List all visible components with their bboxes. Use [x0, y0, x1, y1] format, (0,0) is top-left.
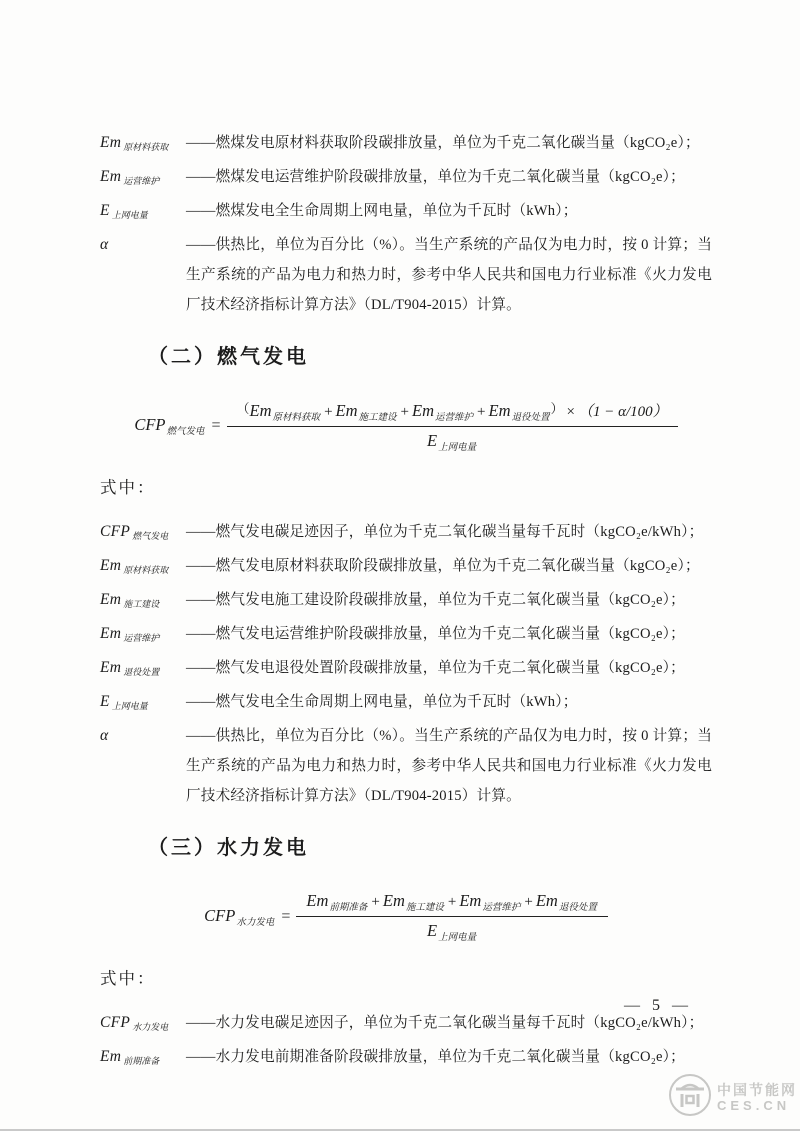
ces-logo-icon — [667, 1072, 713, 1123]
symbol-subscript: 运营维护 — [123, 633, 160, 643]
definition-symbol — [100, 619, 186, 650]
formula-intro-hydro: 式中： — [100, 969, 156, 988]
symbol-subscript: 运营维护 — [482, 903, 521, 913]
definition-text: ——燃煤发电全生命周期上网电量，单位为千瓦时（kWh）； — [186, 203, 578, 219]
definition-symbol — [100, 196, 186, 227]
symbol-main: CFP — [100, 523, 131, 540]
symbol-main: E — [427, 921, 438, 940]
fraction-denominator — [427, 427, 477, 451]
page-number-value: 5 — [652, 997, 660, 1014]
symbol-main: Em — [335, 400, 358, 420]
fraction-denominator — [427, 917, 477, 941]
symbol-main: CFP — [204, 906, 236, 925]
symbol-main: α — [100, 727, 109, 744]
symbol-subscript: 水力发电 — [236, 918, 275, 928]
definition-symbol — [100, 585, 186, 616]
watermark-site-name: 中国节能网 — [717, 1081, 797, 1098]
symbol-subscript: 原材料获取 — [272, 412, 321, 423]
definition-text: ——燃气发电碳足迹因子，单位为千克二氧化碳当量每千瓦时（kgCO₂e/kWh）； — [186, 524, 704, 540]
definition-row — [100, 585, 712, 616]
plus-sign: + — [447, 894, 457, 910]
symbol-subscript: 原材料获取 — [123, 565, 169, 575]
definition-row — [100, 653, 712, 684]
times-sign: × — [566, 403, 575, 420]
fraction-numerator — [227, 400, 678, 427]
definition-text: ——供热比，单位为百分比（%）。当生产系统的产品仅为电力时，按 0 计算；当生产系统的产品为电力和热力时，参考中华人民共和国电力行业标准《火力发电厂技术经济指标计算方法》（DL/T904-2015）计算。 — [186, 728, 712, 804]
definition-text: ——燃煤发电运营维护阶段碳排放量，单位为千克二氧化碳当量（kgCO₂e）； — [186, 169, 685, 185]
symbol-subscript: 上网电量 — [111, 210, 148, 220]
open-paren: （ — [236, 400, 250, 416]
definition-text: ——供热比，单位为百分比（%）。当生产系统的产品仅为电力时，按 0 计算；当生产系统的产品为电力和热力时，参考中华人民共和国电力行业标准《火力发电厂技术经济指标计算方法》（DL/T904-2015）计算。 — [186, 237, 712, 313]
watermark — [667, 1072, 797, 1123]
definition-row — [100, 128, 712, 159]
definition-text: ——燃气发电退役处置阶段碳排放量，单位为千克二氧化碳当量（kgCO₂e）； — [186, 660, 685, 676]
fraction — [296, 891, 607, 941]
formula-lhs — [204, 906, 290, 926]
definition-text: ——燃气发电运营维护阶段碳排放量，单位为千克二氧化碳当量（kgCO₂e）； — [186, 626, 685, 642]
definition-symbol — [100, 687, 186, 718]
symbol-subscript: 水力发电 — [132, 1022, 169, 1032]
symbol-main: E — [100, 202, 110, 219]
definition-symbol — [100, 517, 186, 548]
section-heading-hydro: （三）水力发电 — [148, 837, 309, 859]
symbol-main: Em — [100, 168, 122, 185]
symbol-main: E — [427, 430, 438, 450]
fraction — [227, 400, 678, 451]
definition-row — [100, 721, 712, 811]
definition-row — [100, 619, 712, 650]
symbol-main: Em — [100, 557, 122, 574]
definition-row — [100, 551, 712, 582]
coal-definition-list — [100, 128, 712, 320]
definition-text: ——燃气发电全生命周期上网电量，单位为千瓦时（kWh）； — [186, 694, 578, 710]
symbol-main: Em — [100, 659, 122, 676]
definition-row — [100, 196, 712, 227]
formula-lhs — [134, 415, 220, 435]
plus-sign: + — [324, 403, 333, 420]
close-paren: ） — [550, 400, 564, 416]
symbol-subscript: 前期准备 — [123, 1056, 160, 1066]
symbol-subscript: 上网电量 — [111, 701, 148, 711]
equals-sign: = — [281, 908, 291, 925]
symbol-subscript: 施工建设 — [358, 412, 397, 423]
plus-sign: + — [371, 894, 380, 910]
symbol-main: Em — [459, 891, 482, 910]
symbol-subscript: 运营维护 — [123, 176, 160, 186]
symbol-main: α — [100, 236, 109, 253]
definition-symbol — [100, 162, 186, 193]
symbol-main: Em — [382, 891, 405, 910]
symbol-main: E — [100, 693, 110, 710]
symbol-subscript: 燃气发电 — [166, 427, 205, 437]
watermark-site-url: CES.CN — [717, 1097, 791, 1113]
definition-symbol — [100, 653, 186, 684]
plus-sign: + — [524, 894, 533, 910]
definition-symbol — [100, 1042, 186, 1073]
symbol-subscript: 退役处置 — [511, 412, 550, 423]
page-number-dash: — — [624, 997, 640, 1014]
symbol-main: Em — [488, 400, 511, 420]
definition-symbol — [100, 721, 186, 752]
symbol-subscript: 施工建设 — [123, 599, 160, 609]
symbol-main: Em — [100, 1048, 122, 1065]
definition-row — [100, 687, 712, 718]
page-number — [612, 997, 700, 1015]
definition-text: ——燃气发电施工建设阶段碳排放量，单位为千克二氧化碳当量（kgCO₂e）； — [186, 592, 685, 608]
definition-symbol — [100, 128, 186, 159]
symbol-main: Em — [100, 625, 122, 642]
symbol-main: Em — [100, 134, 122, 151]
symbol-main: Em — [306, 891, 329, 910]
page-content — [100, 128, 712, 1076]
equals-sign: = — [211, 417, 221, 434]
definition-text: ——水力发电碳足迹因子，单位为千克二氧化碳当量每千瓦时（kgCO₂e/kWh）； — [186, 1015, 704, 1031]
hydro-definition-list — [100, 1008, 712, 1073]
definition-text: ——燃气发电原材料获取阶段碳排放量，单位为千克二氧化碳当量（kgCO₂e）； — [186, 558, 700, 574]
symbol-subscript: 上网电量 — [438, 442, 477, 453]
symbol-subscript: 退役处置 — [558, 903, 597, 913]
symbol-subscript: 运营维护 — [435, 412, 474, 423]
formula-factor: （1 − α/100） — [578, 403, 668, 420]
page-number-dash: — — [672, 997, 688, 1014]
symbol-subscript: 退役处置 — [123, 667, 160, 677]
symbol-main: Em — [249, 400, 272, 420]
definition-row — [100, 517, 712, 548]
symbol-subscript: 前期准备 — [329, 903, 368, 913]
gas-definition-list — [100, 517, 712, 811]
symbol-subscript: 燃气发电 — [132, 531, 169, 541]
definition-symbol — [100, 230, 186, 261]
definition-symbol — [100, 1008, 186, 1039]
symbol-main: Em — [100, 591, 122, 608]
definition-row — [100, 1042, 712, 1073]
symbol-main: CFP — [134, 415, 166, 434]
plus-sign: + — [400, 403, 410, 420]
section-heading-gas: （二）燃气发电 — [148, 346, 309, 368]
definition-symbol — [100, 551, 186, 582]
definition-row — [100, 230, 712, 320]
symbol-main: Em — [535, 891, 558, 910]
formula-hydro — [100, 884, 712, 948]
symbol-subscript: 施工建设 — [405, 903, 444, 913]
fraction-numerator — [296, 891, 607, 917]
watermark-text — [717, 1082, 797, 1114]
formula-gas — [100, 393, 712, 457]
formula-intro-gas: 式中： — [100, 478, 156, 497]
symbol-subscript: 上网电量 — [438, 933, 477, 943]
symbol-main: Em — [412, 400, 435, 420]
definition-row — [100, 162, 712, 193]
definition-text: ——燃煤发电原材料获取阶段碳排放量，单位为千克二氧化碳当量（kgCO₂e）； — [186, 135, 700, 151]
symbol-subscript: 原材料获取 — [123, 142, 169, 152]
symbol-main: CFP — [100, 1014, 131, 1031]
plus-sign: + — [477, 403, 486, 420]
definition-text: ——水力发电前期准备阶段碳排放量，单位为千克二氧化碳当量（kgCO₂e）； — [186, 1049, 685, 1065]
